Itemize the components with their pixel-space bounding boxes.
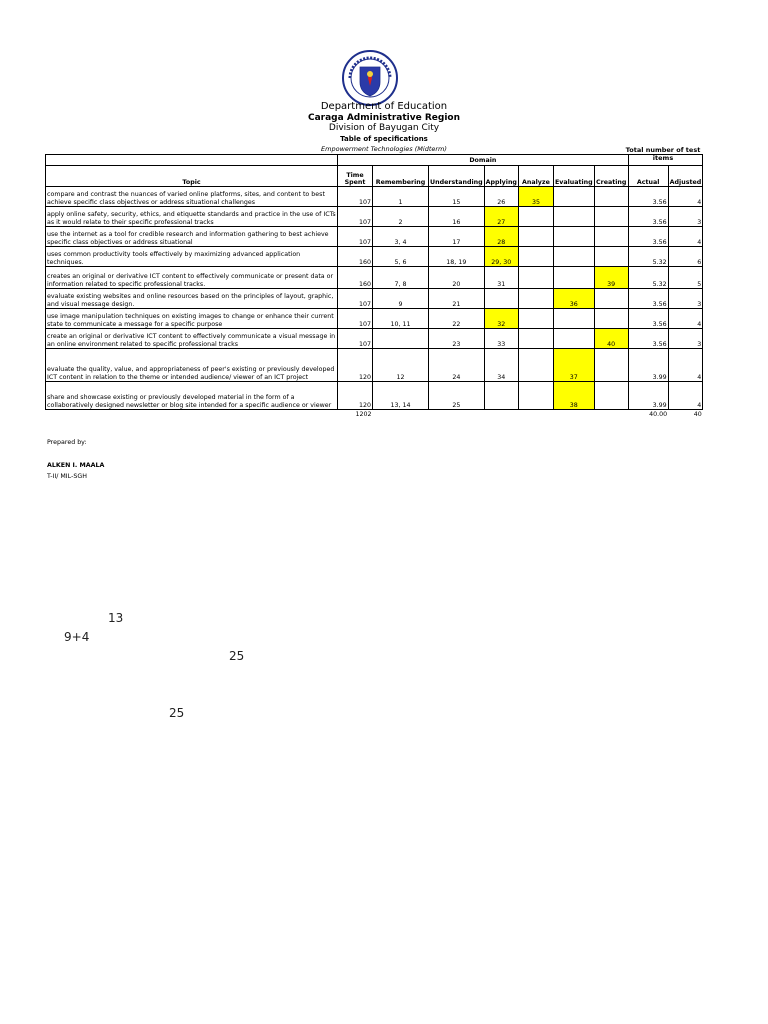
analyze-cell	[518, 309, 553, 329]
remembering-cell: 5, 6	[373, 247, 429, 267]
topic-cell: share and showcase existing or previously developed material in the form of a collaboratively designed newsletter or blog site intended for a specific audience or viewer	[46, 382, 338, 410]
adjusted-cell: 3	[668, 207, 703, 227]
applying-cell: 27	[484, 207, 518, 227]
understanding-cell: 17	[429, 227, 485, 247]
actual-cell: 3.56	[628, 329, 668, 349]
evaluating-cell: 36	[553, 289, 594, 309]
blank-cell	[484, 410, 518, 419]
analyze-header: Analyze	[518, 166, 553, 187]
evaluating-cell	[553, 267, 594, 289]
actual-cell: 5.32	[628, 247, 668, 267]
analyze-cell	[518, 329, 553, 349]
understanding-cell: 21	[429, 289, 485, 309]
deped-seal-logo	[342, 50, 398, 106]
blank-cell	[553, 410, 594, 419]
total-items-header	[628, 155, 703, 166]
evaluating-cell	[553, 207, 594, 227]
analyze-cell	[518, 267, 553, 289]
blank-cell	[594, 410, 628, 419]
evaluating-cell	[553, 227, 594, 247]
understanding-cell: 22	[429, 309, 485, 329]
total-adjusted-cell: 40	[693, 411, 702, 418]
actual-cell: 5.32	[628, 267, 668, 289]
evaluating-cell: 38	[553, 382, 594, 410]
table-row	[46, 247, 703, 267]
document-title: Table of specifications	[340, 135, 428, 143]
blank-cell	[46, 410, 338, 419]
adjusted-cell: 3	[668, 289, 703, 309]
time-cell: 107	[338, 187, 373, 207]
division-title: Division of Bayugan City	[328, 123, 440, 133]
applying-cell: 29, 30	[484, 247, 518, 267]
remembering-cell: 2	[373, 207, 429, 227]
time-cell: 107	[338, 207, 373, 227]
topic-cell: compare and contrast the nuances of varied online platforms, sites, and content to best achieve specific class objectives or address situational challenges	[46, 187, 338, 207]
domain-header: Domain	[338, 155, 629, 166]
topic-cell: creates an original or derivative ICT content to effectively communicate or present data or information related to specific professional tracks.	[46, 267, 338, 289]
adjusted-cell: 6	[668, 247, 703, 267]
creating-cell	[594, 349, 628, 382]
time-spent-header: Time Spent	[338, 166, 373, 187]
analyze-cell	[518, 349, 553, 382]
analyze-cell	[518, 227, 553, 247]
creating-cell	[594, 382, 628, 410]
total-time-cell: 1202	[355, 411, 372, 418]
understanding-cell: 18, 19	[429, 247, 485, 267]
remembering-cell: 9	[373, 289, 429, 309]
topic-cell: create an original or derivative ICT content to effectively communicate a visual message in an online environment related to specific professional tracks	[46, 329, 338, 349]
actual-cell: 3.56	[628, 289, 668, 309]
totals-row	[46, 410, 703, 419]
table-row	[46, 227, 703, 247]
table-row	[46, 349, 703, 382]
creating-cell	[594, 289, 628, 309]
topic-cell: apply online safety, security, ethics, and etiquette standards and practice in the use of ICTs as it would relate to their specific professional tracks	[46, 207, 338, 227]
evaluating-cell	[553, 247, 594, 267]
topic-cell: use image manipulation techniques on existing images to change or enhance their current state to communicate a message for a specific purpose	[46, 309, 338, 329]
time-cell: 107	[338, 329, 373, 349]
applying-cell	[484, 382, 518, 410]
topic-cell: use the internet as a tool for credible research and information gathering to best achieve specific class objectives or address situational	[46, 227, 338, 247]
applying-cell: 28	[484, 227, 518, 247]
table-row	[46, 329, 703, 349]
time-cell: 160	[338, 267, 373, 289]
table-row	[46, 187, 703, 207]
region-title: Caraga Administrative Region	[307, 113, 460, 123]
remembering-cell: 10, 11	[373, 309, 429, 329]
topic-cell: uses common productivity tools effectively by maximizing advanced application techniques.	[46, 247, 338, 267]
applying-cell: 32	[484, 309, 518, 329]
blank-cell	[518, 410, 553, 419]
adjusted-cell: 4	[668, 227, 703, 247]
understanding-header: Understanding	[429, 166, 485, 187]
table-row	[46, 382, 703, 410]
actual-cell: 3.56	[628, 207, 668, 227]
remembering-cell: 12	[373, 349, 429, 382]
understanding-cell: 15	[429, 187, 485, 207]
understanding-cell: 23	[429, 329, 485, 349]
understanding-cell: 24	[429, 349, 485, 382]
adjusted-cell: 3	[668, 329, 703, 349]
table-row	[46, 309, 703, 329]
evaluating-cell	[553, 309, 594, 329]
table-row	[46, 289, 703, 309]
creating-cell	[594, 187, 628, 207]
actual-cell: 3.56	[628, 227, 668, 247]
table-of-specifications	[45, 154, 703, 418]
creating-cell	[594, 309, 628, 329]
scribble-note: 13	[108, 611, 124, 625]
total-items-label: Total number of test items	[625, 146, 701, 162]
evaluating-cell: 37	[553, 349, 594, 382]
creating-header: Creating	[594, 166, 628, 187]
preparer-position: T-II/ MIL-SGH	[47, 473, 87, 480]
table-row	[46, 207, 703, 227]
topic-header: Topic	[46, 166, 338, 187]
scribble-note: 9+4	[64, 630, 90, 644]
creating-cell	[594, 247, 628, 267]
analyze-cell	[518, 207, 553, 227]
remembering-cell: 7, 8	[373, 267, 429, 289]
actual-cell: 3.99	[628, 349, 668, 382]
time-cell: 107	[338, 309, 373, 329]
remembering-header: Remembering	[373, 166, 429, 187]
time-cell: 107	[338, 227, 373, 247]
actual-cell: 3.56	[628, 309, 668, 329]
creating-cell	[594, 207, 628, 227]
total-actual-cell: 40.00	[649, 411, 668, 418]
actual-cell: 3.99	[628, 382, 668, 410]
topic-cell: evaluate existing websites and online resources based on the principles of layout, graphic, and visual message design.	[46, 289, 338, 309]
time-cell: 120	[338, 349, 373, 382]
applying-cell: 33	[484, 329, 518, 349]
analyze-cell	[518, 382, 553, 410]
applying-cell	[484, 289, 518, 309]
preparer-name: ALKEN I. MAALA	[47, 462, 105, 469]
creating-cell	[594, 227, 628, 247]
time-cell: 120	[338, 382, 373, 410]
adjusted-cell: 4	[668, 382, 703, 410]
scribble-note: 25	[229, 649, 245, 663]
applying-cell: 31	[484, 267, 518, 289]
applying-header: Applying	[484, 166, 518, 187]
applying-cell: 26	[484, 187, 518, 207]
evaluating-cell	[553, 187, 594, 207]
prepared-by-label: Prepared by:	[47, 439, 87, 446]
evaluating-cell	[553, 329, 594, 349]
analyze-cell	[518, 247, 553, 267]
applying-cell: 34	[484, 349, 518, 382]
topic-header-top	[46, 155, 338, 166]
remembering-cell: 3, 4	[373, 227, 429, 247]
time-cell: 160	[338, 247, 373, 267]
remembering-cell	[373, 329, 429, 349]
topic-cell: evaluate the quality, value, and appropriateness of peer's existing or previously developed ICT content in relation to the theme or intended audience/ viewer of an ICT project	[46, 349, 338, 382]
table-row	[46, 267, 703, 289]
creating-cell: 39	[594, 267, 628, 289]
blank-cell	[373, 410, 429, 419]
subject-title: Empowerment Technologies (Midterm)	[321, 145, 447, 153]
adjusted-cell: 4	[668, 187, 703, 207]
actual-header: Actual	[628, 166, 668, 187]
understanding-cell: 16	[429, 207, 485, 227]
remembering-cell: 1	[373, 187, 429, 207]
creating-cell: 40	[594, 329, 628, 349]
evaluating-header: Evaluating	[553, 166, 594, 187]
actual-cell: 3.56	[628, 187, 668, 207]
adjusted-cell: 5	[668, 267, 703, 289]
adjusted-cell: 4	[668, 349, 703, 382]
time-cell: 107	[338, 289, 373, 309]
adjusted-header: Adjusted	[668, 166, 703, 187]
understanding-cell: 20	[429, 267, 485, 289]
understanding-cell: 25	[429, 382, 485, 410]
remembering-cell: 13, 14	[373, 382, 429, 410]
analyze-cell: 35	[518, 187, 553, 207]
blank-cell	[429, 410, 485, 419]
department-title: Department of Education	[320, 101, 448, 112]
analyze-cell	[518, 289, 553, 309]
scribble-note: 25	[169, 706, 185, 720]
adjusted-cell: 4	[668, 309, 703, 329]
